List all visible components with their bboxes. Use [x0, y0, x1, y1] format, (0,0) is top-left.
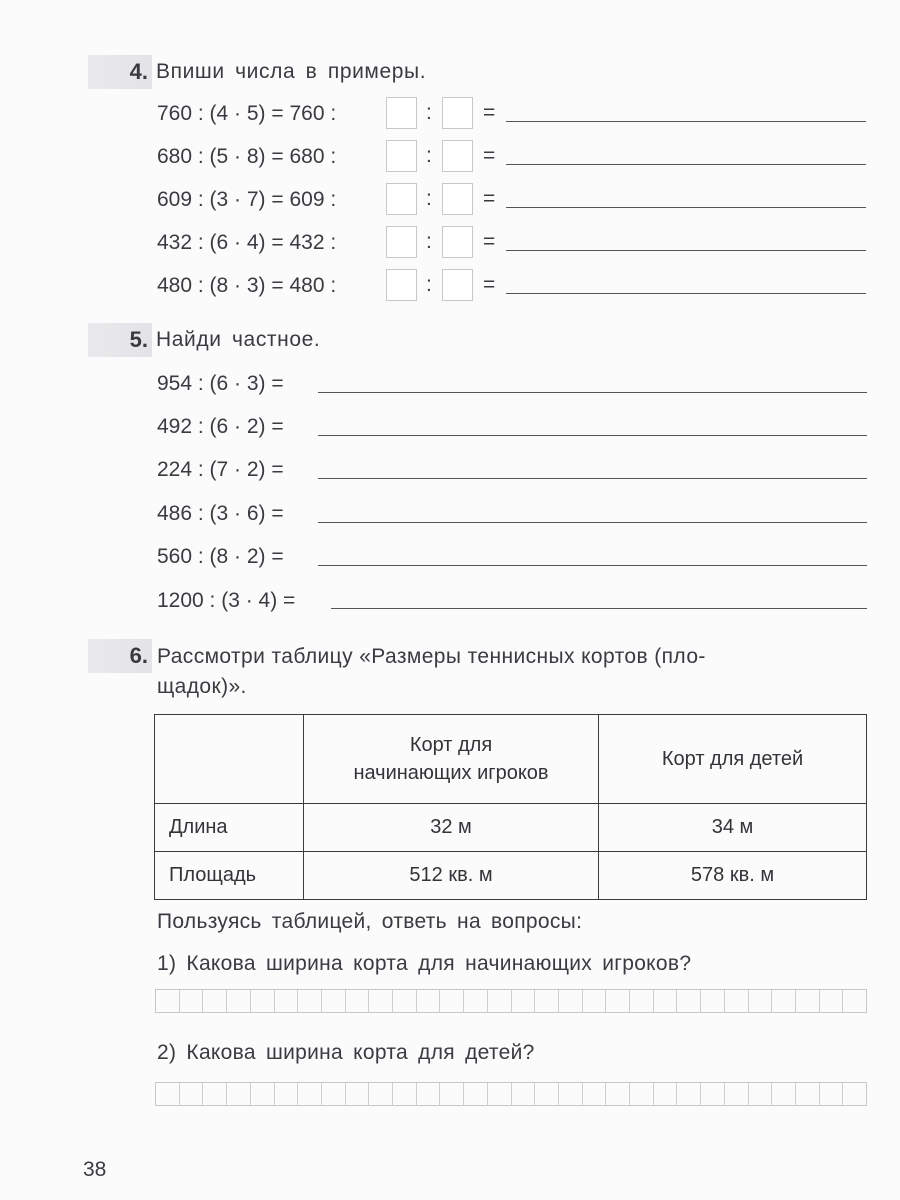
answer-line[interactable] [331, 608, 867, 609]
answer-box[interactable] [442, 226, 473, 258]
answer-cell[interactable] [630, 990, 654, 1012]
answer-cell[interactable] [417, 1083, 441, 1105]
answer-cell[interactable] [488, 990, 512, 1012]
answer-line[interactable] [318, 478, 867, 479]
answer-box[interactable] [386, 183, 417, 215]
answer-box[interactable] [386, 269, 417, 301]
answer-cell[interactable] [583, 990, 607, 1012]
answer-cell[interactable] [749, 1083, 773, 1105]
tennis-courts-table [154, 714, 867, 900]
answer-box[interactable] [386, 97, 417, 129]
answer-cell[interactable] [203, 1083, 227, 1105]
table-cell: 512 кв. м [304, 852, 599, 900]
task-6-header [88, 639, 152, 673]
task-title: Найди частное. [156, 328, 321, 351]
answer-cell[interactable] [701, 990, 725, 1012]
answer-cell[interactable] [275, 1083, 299, 1105]
answer-cell[interactable] [203, 990, 227, 1012]
answer-cell[interactable] [630, 1083, 654, 1105]
answer-line[interactable] [318, 522, 867, 523]
table-row [155, 804, 867, 852]
answer-cell[interactable] [843, 990, 866, 1012]
expression: 560 : (8 · 2) = [157, 545, 284, 568]
answer-cell[interactable] [369, 1083, 393, 1105]
answer-cell[interactable] [512, 1083, 536, 1105]
answer-line[interactable] [506, 250, 866, 251]
equals-sign: = [483, 144, 496, 167]
expression: 1200 : (3 · 4) = [157, 589, 296, 612]
expression: 492 : (6 · 2) = [157, 415, 284, 438]
answer-cell[interactable] [417, 990, 441, 1012]
answer-cell[interactable] [583, 1083, 607, 1105]
answer-cell[interactable] [488, 1083, 512, 1105]
expression: 954 : (6 · 3) = [157, 372, 284, 395]
division-sign: : [426, 144, 432, 167]
division-sign: : [426, 187, 432, 210]
answer-cell[interactable] [346, 990, 370, 1012]
answer-cell[interactable] [606, 990, 630, 1012]
answer-box[interactable] [442, 183, 473, 215]
answer-cell[interactable] [180, 990, 204, 1012]
expression: 609 : (3 · 7) = 609 : [157, 188, 337, 211]
answer-cell[interactable] [275, 990, 299, 1012]
expression: 224 : (7 · 2) = [157, 458, 284, 481]
expression: 486 : (3 · 6) = [157, 502, 284, 525]
table-cell: 578 кв. м [599, 852, 867, 900]
task-5-header [88, 323, 320, 357]
answer-cell[interactable] [535, 1083, 559, 1105]
answer-cell[interactable] [180, 1083, 204, 1105]
answer-cell[interactable] [843, 1083, 866, 1105]
answer-cell[interactable] [440, 990, 464, 1012]
answer-cell[interactable] [749, 990, 773, 1012]
answer-box[interactable] [386, 226, 417, 258]
answer-cell[interactable] [796, 1083, 820, 1105]
answer-line[interactable] [318, 435, 867, 436]
answer-cell[interactable] [654, 1083, 678, 1105]
answer-cell[interactable] [772, 990, 796, 1012]
answer-line[interactable] [318, 392, 867, 393]
answer-cell[interactable] [701, 1083, 725, 1105]
answer-cell[interactable] [251, 1083, 275, 1105]
answer-cell[interactable] [535, 990, 559, 1012]
answer-cell[interactable] [512, 990, 536, 1012]
expression: 432 : (6 · 4) = 432 : [157, 231, 337, 254]
question-1: 1) Какова ширина корта для начинающих игроков? [157, 952, 692, 975]
answer-cell[interactable] [251, 990, 275, 1012]
row-label: Площадь [155, 852, 304, 900]
answer-grid-2[interactable] [155, 1082, 867, 1106]
expression: 680 : (5 · 8) = 680 : [157, 145, 337, 168]
division-sign: : [426, 230, 432, 253]
answer-cell[interactable] [227, 1083, 251, 1105]
answer-cell[interactable] [464, 990, 488, 1012]
task-title: Впиши числа в примеры. [156, 60, 427, 83]
answer-cell[interactable] [820, 990, 844, 1012]
answer-line[interactable] [506, 121, 866, 122]
answer-cell[interactable] [654, 990, 678, 1012]
equals-sign: = [483, 101, 496, 124]
table-cell: 34 м [599, 804, 867, 852]
answer-cell[interactable] [725, 990, 749, 1012]
page-number: 38 [83, 1158, 107, 1181]
answer-cell[interactable] [796, 990, 820, 1012]
answer-line[interactable] [506, 207, 866, 208]
answer-cell[interactable] [772, 1083, 796, 1105]
answer-cell[interactable] [346, 1083, 370, 1105]
answer-line[interactable] [506, 164, 866, 165]
answer-cell[interactable] [559, 1083, 583, 1105]
answer-cell[interactable] [440, 1083, 464, 1105]
answer-line[interactable] [506, 293, 866, 294]
question-2: 2) Какова ширина корта для детей? [157, 1041, 535, 1064]
instruction-text: Пользуясь таблицей, ответь на вопросы: [157, 910, 583, 933]
table-header-cell: Корт для начинающих игроков [304, 715, 599, 804]
task-number-badge: 5. [88, 323, 152, 357]
row-label: Длина [155, 804, 304, 852]
task-number-badge: 6. [88, 639, 152, 673]
answer-cell[interactable] [559, 990, 583, 1012]
table-cell: 32 м [304, 804, 599, 852]
table-header-cell [155, 715, 304, 804]
table-header-row [155, 715, 867, 804]
answer-grid-1[interactable] [155, 989, 867, 1013]
answer-cell[interactable] [322, 990, 346, 1012]
answer-line[interactable] [318, 565, 867, 566]
answer-cell[interactable] [369, 990, 393, 1012]
division-sign: : [426, 101, 432, 124]
task-title: Рассмотри таблицу «Размеры теннисных кортов (пло- щадок)». [157, 645, 706, 698]
task-4-header [88, 55, 426, 89]
equals-sign: = [483, 273, 496, 296]
answer-box[interactable] [442, 140, 473, 172]
answer-cell[interactable] [156, 990, 180, 1012]
answer-cell[interactable] [227, 990, 251, 1012]
answer-box[interactable] [442, 269, 473, 301]
answer-box[interactable] [386, 140, 417, 172]
expression: 480 : (8 · 3) = 480 : [157, 274, 337, 297]
answer-cell[interactable] [298, 990, 322, 1012]
answer-cell[interactable] [156, 1083, 180, 1105]
answer-cell[interactable] [322, 1083, 346, 1105]
answer-cell[interactable] [725, 1083, 749, 1105]
answer-cell[interactable] [393, 990, 417, 1012]
answer-cell[interactable] [677, 990, 701, 1012]
answer-cell[interactable] [820, 1083, 844, 1105]
task-number-badge: 4. [88, 55, 152, 89]
table-header-cell: Корт для детей [599, 715, 867, 804]
expression: 760 : (4 · 5) = 760 : [157, 102, 337, 125]
answer-cell[interactable] [464, 1083, 488, 1105]
answer-cell[interactable] [606, 1083, 630, 1105]
equals-sign: = [483, 187, 496, 210]
equals-sign: = [483, 230, 496, 253]
table-row [155, 852, 867, 900]
answer-cell[interactable] [393, 1083, 417, 1105]
division-sign: : [426, 273, 432, 296]
answer-cell[interactable] [298, 1083, 322, 1105]
answer-box[interactable] [442, 97, 473, 129]
answer-cell[interactable] [677, 1083, 701, 1105]
